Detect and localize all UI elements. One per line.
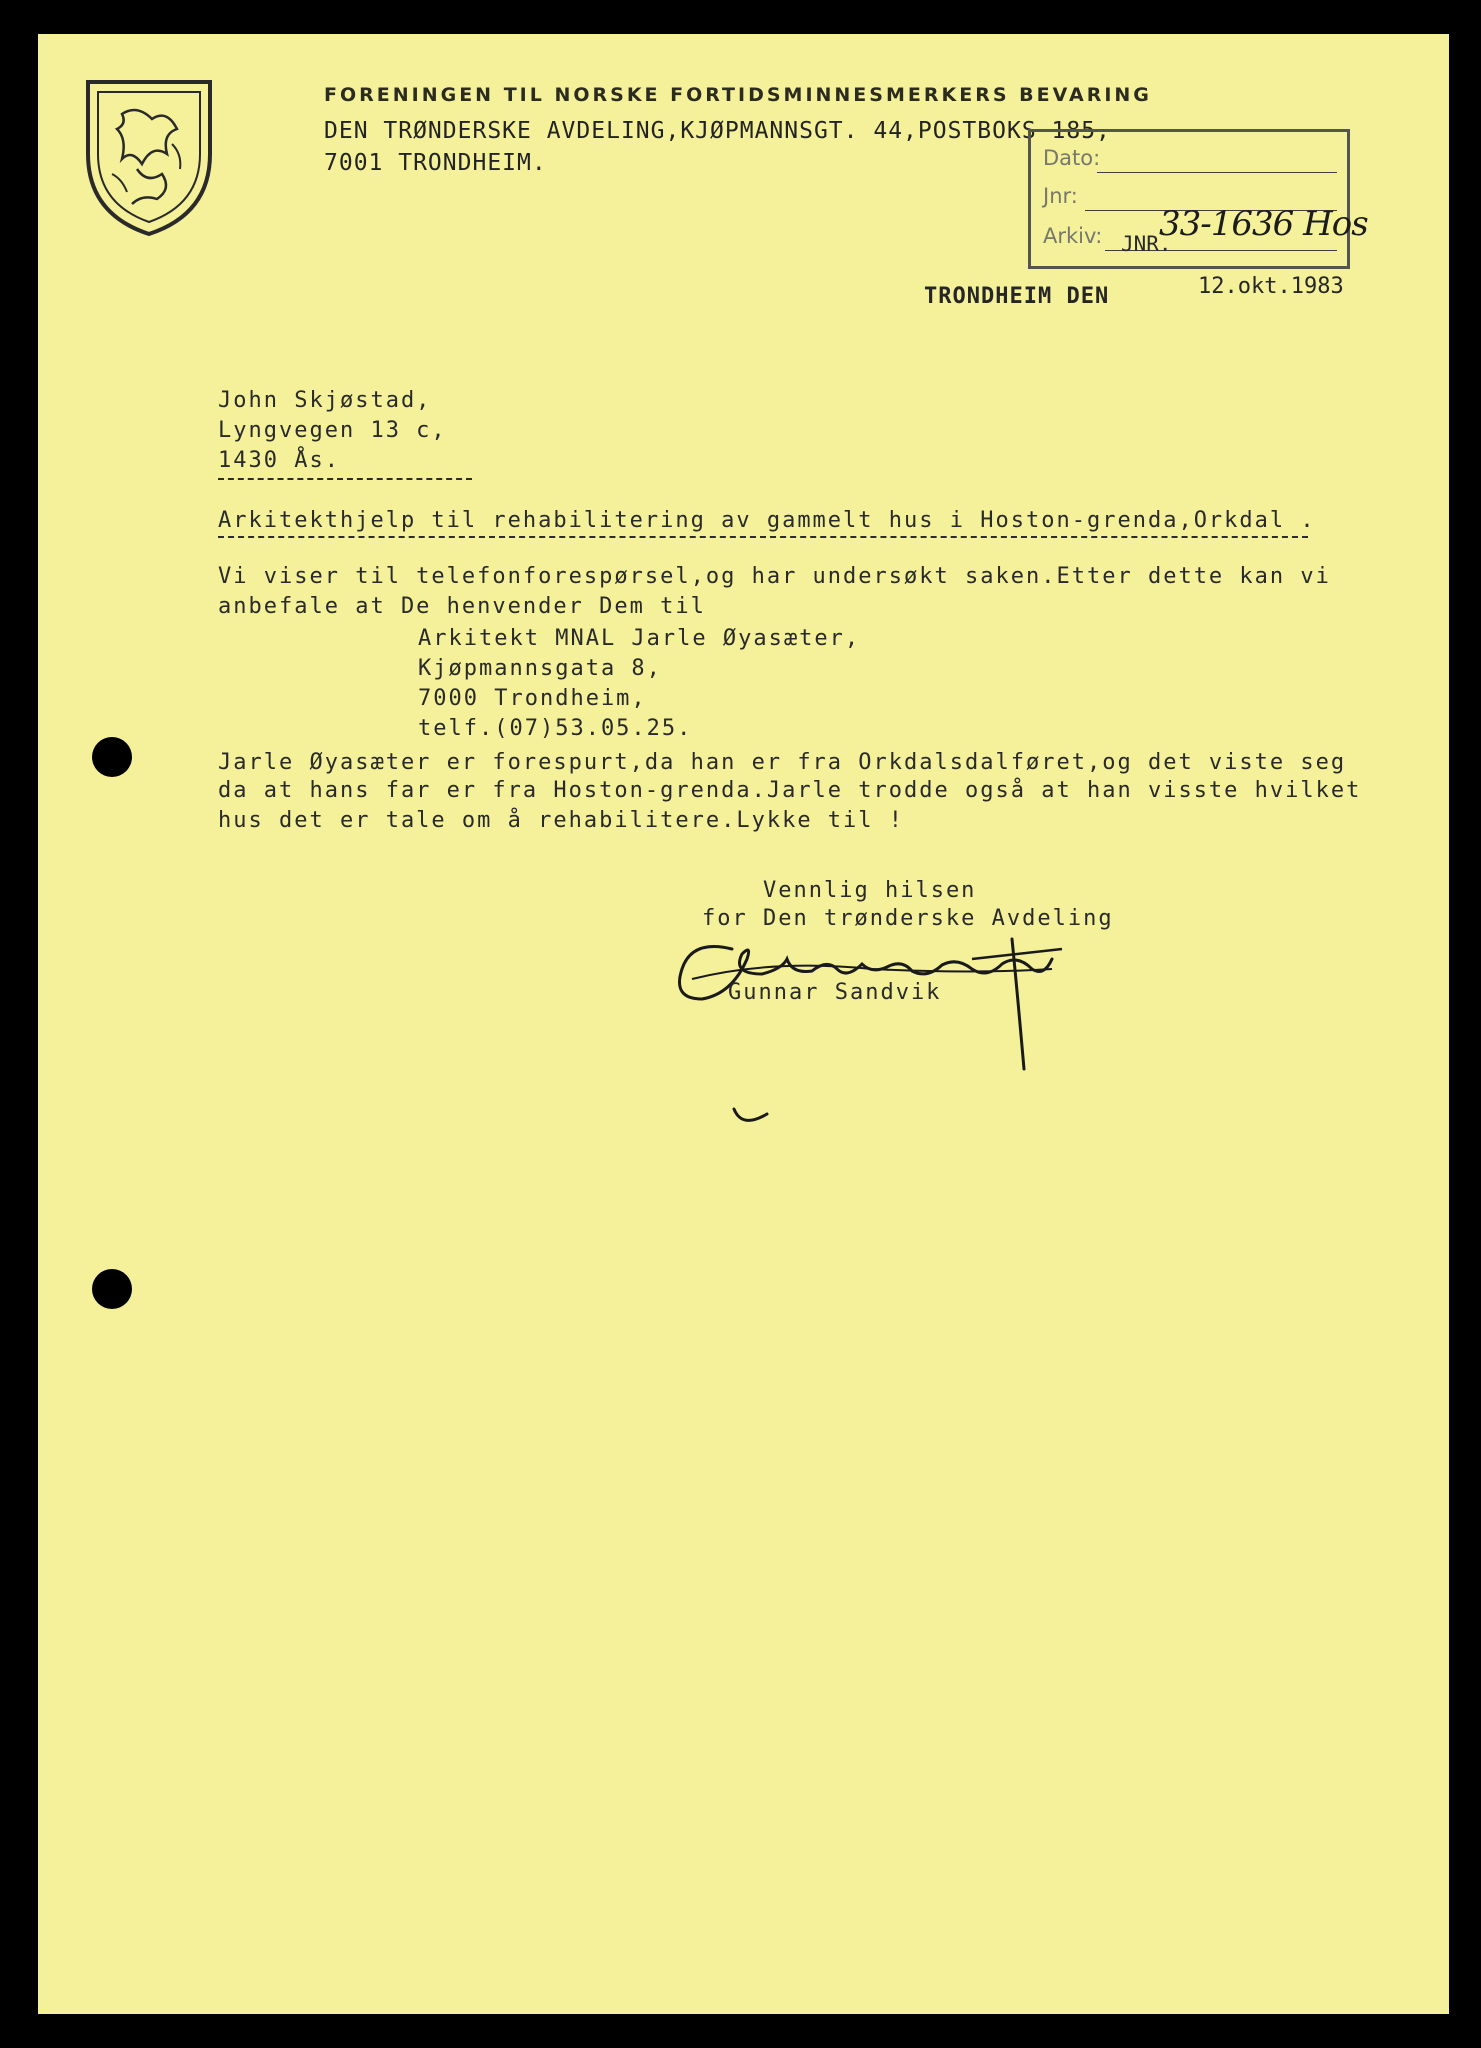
dateline-place: TRONDHEIM DEN	[924, 284, 1110, 309]
recipient-name: John Skjøstad,	[218, 388, 432, 413]
architect-city: 7000 Trondheim,	[418, 686, 647, 711]
punch-hole-bottom	[92, 1269, 132, 1309]
architect-street: Kjøpmannsgata 8,	[418, 656, 662, 681]
body-paragraph-2-line-3: hus det er tale om å rehabilitere.Lykke til !	[218, 808, 905, 833]
body-paragraph-1-line-2: anbefale at De henvender Dem til	[218, 594, 706, 619]
architect-phone: telf.(07)53.05.25.	[418, 716, 693, 741]
architect-name: Arkitekt MNAL Jarle Øyasæter,	[418, 626, 861, 651]
letter-sheet	[38, 34, 1449, 2014]
body-paragraph-2-line-2: da at hans far er fra Hoston-grenda.Jarle trodde også at han visste hvilket	[218, 778, 1362, 803]
stamp-dato-label: Dato:	[1043, 146, 1101, 170]
body-paragraph-2-line-1: Jarle Øyasæter er forespurt,da han er fra Orkdalsdalføret,og det viste seg	[218, 750, 1347, 775]
closing-on-behalf: for Den trønderske Avdeling	[702, 906, 1114, 931]
recipient-city: 1430 Ås.	[218, 448, 340, 473]
stamp-arkiv-label: Arkiv:	[1043, 224, 1103, 248]
stamp-dato-rule	[1097, 172, 1337, 173]
archive-stamp	[1028, 129, 1368, 269]
subject-underline	[218, 536, 1308, 538]
body-paragraph-1-line-1: Vi viser til telefonforespørsel,og har undersøkt saken.Etter dette kan vi	[218, 564, 1331, 589]
recipient-street: Lyngvegen 13 c,	[218, 418, 447, 443]
crest-logo-icon	[82, 74, 216, 240]
stamp-jnr-typed: JNR.	[1121, 232, 1172, 256]
letterhead-address-line-2: 7001 TRONDHEIM.	[324, 150, 547, 176]
closing-greeting: Vennlig hilsen	[763, 878, 977, 903]
stamp-jnr-handwritten: 33-1636 Hos	[1159, 204, 1368, 244]
signer-name: Gunnar Sandvik	[728, 980, 942, 1005]
organization-name: FORENINGEN TIL NORSKE FORTIDSMINNESMERKERS BEVARING	[324, 84, 1152, 106]
handwritten-signature-icon	[672, 929, 1232, 1159]
letterhead-address-line-1: DEN TRØNDERSKE AVDELING,KJØPMANNSGT. 44,POSTBOKS 185,	[324, 118, 1111, 144]
recipient-underline	[218, 478, 472, 480]
letter-subject: Arkitekthjelp til rehabilitering av gammelt hus i Hoston-grenda,Orkdal .	[218, 508, 1316, 533]
stamp-jnr-label: Jnr:	[1043, 184, 1078, 208]
dateline-date: 12.okt.1983	[1198, 274, 1344, 299]
punch-hole-top	[92, 737, 132, 777]
